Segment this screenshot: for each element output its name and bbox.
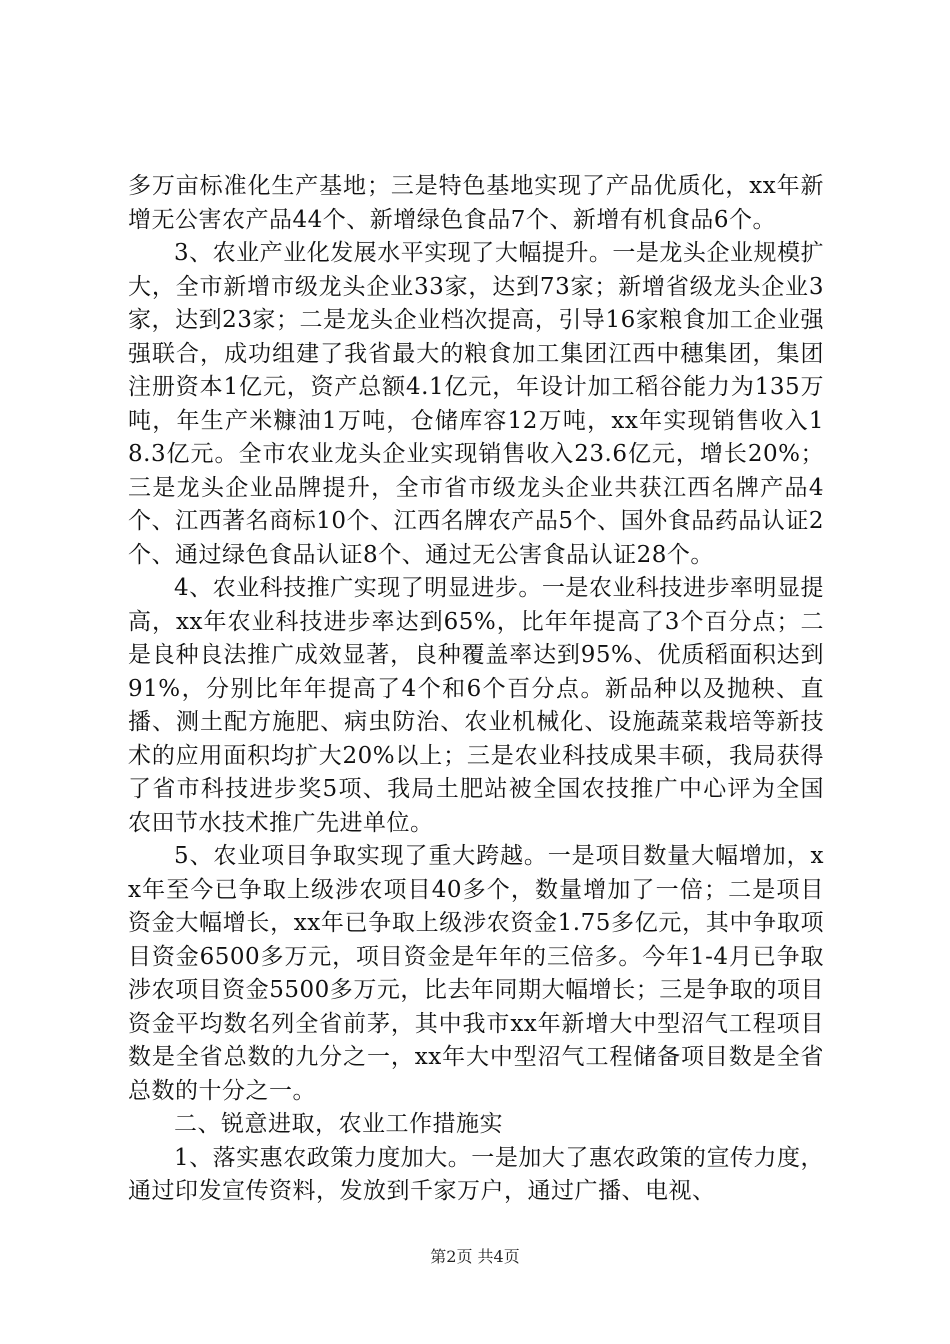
paragraph-policy: 1、落实惠农政策力度加大。一是加大了惠农政策的宣传力度，通过印发宣传资料，发放到千家万户，通过广播、电视、 xyxy=(128,1144,824,1204)
paragraph-continuation: 多万亩标准化生产基地；三是特色基地实现了产品优质化，xx年新增无公害农产品44个、新增绿色食品7个、新增有机食品6个。 xyxy=(128,173,824,233)
document-body xyxy=(128,170,824,1209)
paragraph-agri-industrialization: 3、农业产业化发展水平实现了大幅提升。一是龙头企业规模扩大，全市新增市级龙头企业33家，达到73家；新增省级龙头企业3家，达到23家；二是龙头企业档次提高，引导16家粮食加工企业强强联合，成功组建了我省最大的粮食加工集团江西中穗集团，集团注册资本1亿元，资产总额4.1亿元，年设计加工稻谷能力为135万吨，年生产米糠油1万吨，仓储库容12万吨，xx年实现销售收入18.3亿元。全市农业龙头企业实现销售收入23.6亿元，增长20%；三是龙头企业品牌提升，全市省市级龙头企业共获江西名牌产品4个、江西著名商标10个、江西名牌农产品5个、国外食品药品认证2个、通过绿色食品认证8个、通过无公害食品认证28个。 xyxy=(128,240,824,568)
paragraph-agri-projects: 5、农业项目争取实现了重大跨越。一是项目数量大幅增加，xx年至今已争取上级涉农项目40多个，数量增加了一倍；二是项目资金大幅增长，xx年已争取上级涉农资金1.75多亿元，其中争取项目资金6500多万元，项目资金是年年的三倍多。今年1-4月已争取涉农项目资金5500多万元，比去年同期大幅增长；三是争取的项目资金平均数名列全省前茅，其中我市xx年新增大中型沼气工程项目数是全省总数的九分之一，xx年大中型沼气工程储备项目数是全省总数的十分之一。 xyxy=(128,843,824,1104)
section-heading: 二、锐意进取，农业工作措施实 xyxy=(174,1111,503,1137)
page-number-footer: 第2页 共4页 xyxy=(430,1247,520,1266)
paragraph-agri-tech: 4、农业科技推广实现了明显进步。一是农业科技进步率明显提高，xx年农业科技进步率达到65%，比年年提高了3个百分点；二是良种良法推广成效显著，良种覆盖率达到95%、优质稻面积达到91%，分别比年年提高了4个和6个百分点。新品种以及抛秧、直播、测土配方施肥、病虫防治、农业机械化、设施蔬菜栽培等新技术的应用面积均扩大20%以上；三是农业科技成果丰硕，我局获得了省市科技进步奖5项、我局土肥站被全国农技推广中心评为全国农田节水技术推广先进单位。 xyxy=(128,575,824,836)
